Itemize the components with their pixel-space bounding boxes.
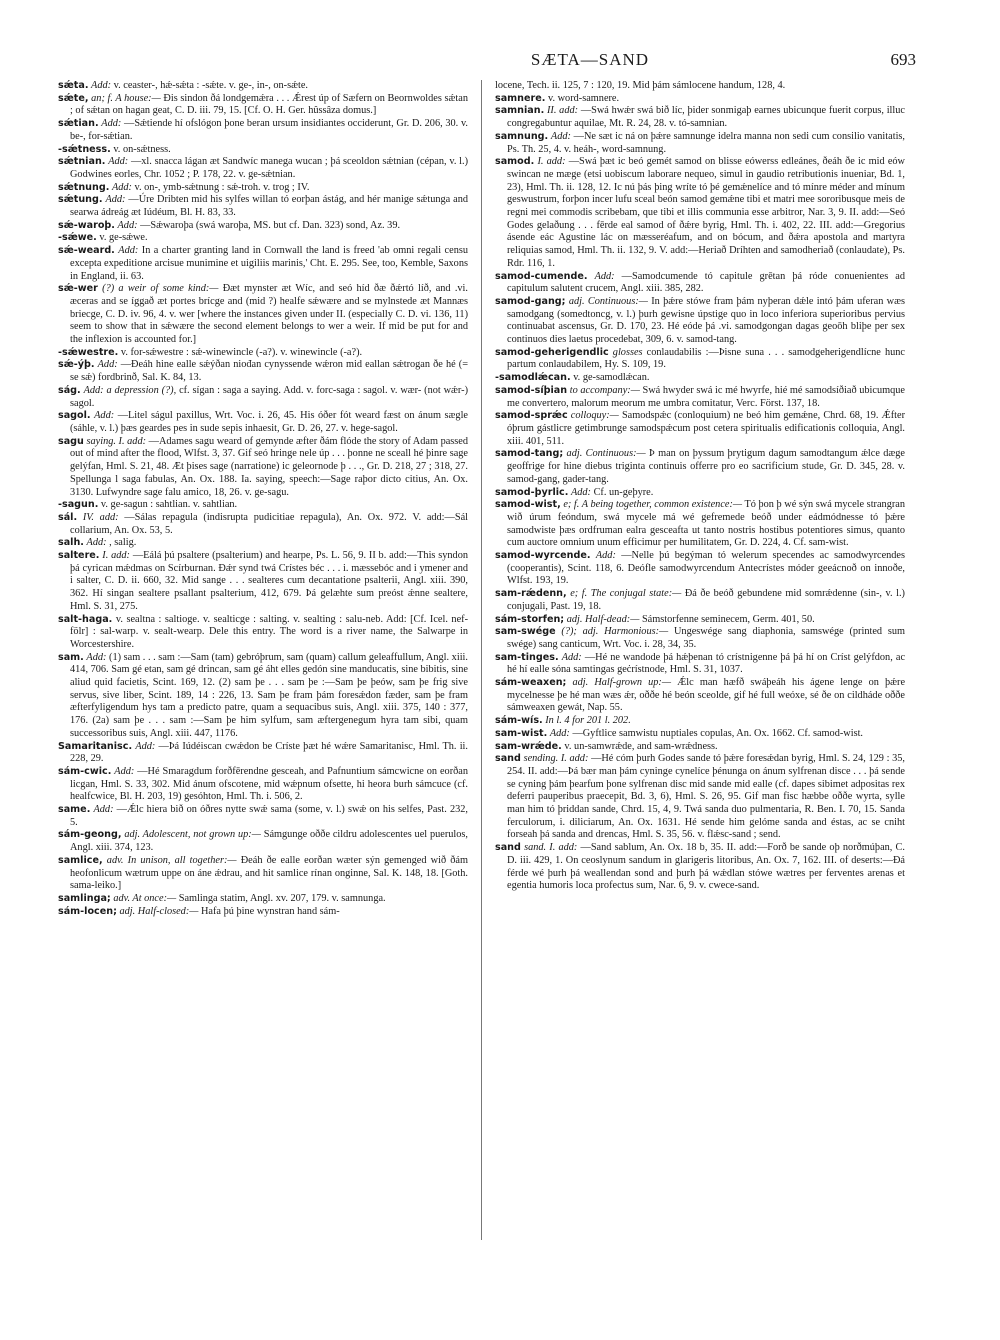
entry-text: Cf. un-geþyre. [593,486,654,498]
entry-label: Add: [117,219,138,231]
entry-headword: ság. [58,384,81,396]
entry-text: —Ǽlc hiera bið on óðres nytte swǽ sama (some, v. l.) swǽ on his selfes, Past. 232, 5. [70,804,468,828]
entry-headword: sál. [58,511,78,523]
dictionary-entry [495,156,905,270]
dictionary-entry [495,487,905,500]
entry-label: Add: [594,270,615,282]
entry-label: I. add: [537,156,566,168]
entry-headword: samod-wyrcende. [495,550,591,562]
dictionary-entry [495,588,905,613]
entry-text: v. ge-sǽwe. [99,232,148,244]
entry-text: , salig. [109,537,137,549]
entry-headword: samlinga; [58,893,111,904]
page-number: 693 [890,50,916,69]
entry-headword: sǽtung. [58,194,103,206]
entry-headword: sǽ-waroþ. [58,219,115,231]
entry-headword: samod-sprǽc [495,410,568,422]
entry-label: adj. Continuous:— [568,295,648,307]
entry-headword: samod-wist, [495,499,561,511]
dictionary-entry [495,296,905,347]
entry-label: adv. In unison, all together:— [106,854,237,866]
left-column [58,80,468,1330]
entry-label: Add: [550,130,571,142]
running-head: SÆTA—SAND [530,50,650,69]
entry-text: v. un-samwrǽde, and sam-wrǽdness. [564,740,718,752]
entry-text: v. word-samnere. [547,92,620,104]
entry-text: v. on-sǽtness. [113,143,171,155]
dictionary-entry [495,677,905,715]
entry-text: v. sealtna : saltioge. v. sealticge : salting. v. sealting : salu-neb. Add: [Cf. Icel. nef-fölr] : sal-warp. v. sealt-wearp. Dele this entry. The word is a river name, the Salwarpe in Worcestershire. [70,613,468,650]
dictionary-entry [58,550,468,614]
entry-label: In l. 4 for 201 l. 202. [545,715,631,727]
entry-label: Add: [101,118,122,130]
entry-label: adj. Adolescent, not grown up:— [124,829,261,841]
entry-label: saying. I. add: [86,435,147,447]
entry-headword: sam-tinges. [495,651,559,663]
entry-text: v. ge-samodlǽcan. [573,372,650,384]
entry-label: glosses [612,346,643,358]
entry-label: Add: [86,651,107,663]
dictionary-entry [58,893,468,906]
dictionary-entry [495,105,905,130]
entry-headword: sand [495,753,521,765]
dictionary-entry [495,715,905,728]
dictionary-entry [495,80,905,93]
entry-text: —Ðeáh hine ealle sǽýðan niođan cynyssende wǽron mid eallan sǽtrogan ðe hé (= se sǽ) fordbrinð, Sal. K. 84, 13. [70,359,468,384]
entry-label: e; f. A being together, common existence:— [563,499,743,511]
right-column [495,80,905,1330]
entry-headword: sám-wís. [495,715,543,727]
entry-text: v. ceaster-, hǽ-sǽta : -sǽte. v. ge-, in-, on-sǽte. [113,80,308,91]
dictionary-entry [58,804,468,829]
dictionary-entry [495,753,905,842]
dictionary-entry [58,118,468,143]
entry-headword: salh. [58,537,84,549]
entry-text: —Swá þæt ic beó gemét samod on blisse eówerss edleánes, ðeáh ðe ic mid eów swincan ne mæge (etsi uobiscum laborare nequeo, simul in gaudio retributionis inueniar, Bd. 1, 23), Hml. Th. ii. 128, 12. Ic nú þás þing wríte tó þé gemǽnelíce and tó mínre méder and mínum geswustrum, forþon incer lufu sceal beón samod gemǽne tibi et matri mee sororibusque meis de regni mei commodis scribebam, que tibi et illis communia esse arbitror, Nar. 3, 9. II. add:—Seó Godes gelaðung . . . fērde eal samod of ðǽre byrig, Hml. Th. i. 402, 22. III. add:—Gregorius ásende eác Agustine lác on mæsseréafum, and on bócum, and ðǽra apostola and martyra reliquias samod, Hml. Th. ii. 132, 9. V. add:—Heriað Dríhten and samodheriað (conlaudate), Ps. Rdr. 116, 1. [507,156,905,269]
entry-text: Swá hwyder swá ic mé hwyrfe, hié mé samodsíðiað ubicumque me convertero, malorum meorum me umbra comitatur, Verc. Först. 137, 18. [507,384,905,409]
entry-text: —Úre Dribten mid his sylfes willan tó eorþan ástág, and hér manige sǽtunga and searwa ádreág æt Iúdéum, Bl. H. 83, 33. [70,194,468,219]
entry-headword: sám-storfen; [495,613,565,625]
dictionary-entry [58,906,468,919]
entry-text: Ðá ðe beóð gebundene mid somrǽdenne (sin-, v. l.) conjugali, Past. 19, 18. [507,588,905,612]
entry-label: Add: [549,727,570,739]
dictionary-entry [495,550,905,588]
entry-label: Add: [93,804,114,816]
entry-headword: same. [58,804,91,816]
entry-headword: saltere. [58,550,100,562]
entry-headword: sǽ-ýþ. [58,359,95,371]
entry-label: Add: [561,651,582,663]
dictionary-entry [58,512,468,537]
dictionary-entry [495,347,905,372]
entry-label: Add: [91,80,112,91]
dictionary-entry [495,271,905,296]
entry-label: (?) a weir of some kind:— [102,283,219,295]
entry-label: adj. Half-dead:— [566,613,640,625]
entry-headword: sám-weaxen; [495,677,567,689]
entry-text: v. ge-sagun : sahtlian. v. sahtlian. [100,499,238,511]
entry-headword: sam-wrǽde. [495,740,562,752]
entry-headword: samod-þyrlic. [495,486,569,498]
dictionary-entry [58,245,468,283]
dictionary-entry [58,614,468,652]
entry-label: sending. I. add: [523,753,589,765]
entry-text: cf. sígan : saga a saying. Add. v. forc-saga : sagol. v. wær- (not wǽr-) sagol. [70,384,468,409]
entry-headword: sǽ-weard. [58,245,115,257]
dictionary-entry [495,372,905,385]
entry-headword: Samaritanisc. [58,740,133,752]
entry-label: II. add: [547,105,579,117]
dictionary-entry [58,347,468,360]
dictionary-entry [495,131,905,156]
dictionary-entry [58,359,468,384]
entry-label: Add: [570,486,591,498]
entry-text: Sámstorfenne seminecem, Germ. 401, 50. [641,613,815,625]
entry-label: Add: [97,359,118,371]
entry-text: In a charter granting land in Cornwall the land is freed 'ab omni regali censu excepta expeditione arcisue munimine et uigiliis marinis,' Cht. E. 295. See, too, Kemble, Saxons in England, ii. 63. [70,245,468,282]
entry-text: In þǽre stówe fram þám nyþeran dǽle intó þám uferan wæs samodgang (somedtoncg, v. l.) þurh gewisne úpstige quo in loco inferiora superioribus pervius continuabat ascensus, Gr. D. 170, 23. Hé eóde þá .vi. samodgongan dagas geoōh bliþe per sex continuos dies laetus procedebat, 309, 6. v. samod-tang. [507,295,905,346]
dictionary-entry [495,93,905,106]
dictionary-entry [495,385,905,410]
entry-headword: -sagun. [58,499,99,511]
entry-label: Add: [94,410,115,422]
entry-text: —Sǽwaroþa (swá waroþa, MS. but cf. Dan. 323) sond, Az. 39. [140,219,401,231]
entry-text: Ðeáh ðe ealle eorðan wæter sýn gemenged wið ðám heofonlicum wætrum uppe on áne ǽdrau, and hit samlice rínan onginne, Sal. K. 148, 18. [Goth. sama-leiko.] [70,854,468,892]
entry-headword: sám-cwic. [58,765,112,777]
entry-headword: samod-gang; [495,295,566,307]
entry-headword: salt-haga. [58,613,113,625]
entry-headword: sam-wist. [495,727,548,739]
dictionary-entry [58,410,468,435]
entry-label: Add: [108,156,129,168]
column-divider [481,80,482,1240]
dictionary-entry [495,499,905,550]
dictionary-entry [495,410,905,448]
entry-label: Add: [105,194,126,206]
entry-headword: sam-swége [495,626,556,638]
entry-label: Add: [118,245,139,257]
entry-text: Ungeswége sang diaphonia, samswége (printed sum swége) sang canticum, Wrt. Voc. i. 28, 34, 35. [507,626,905,650]
entry-text: —Hé ne wandode þá hǽþenan tó crístnigenne þá þá hí on Críst gelýfdon, ac hé hí ealle sóna samtingas geċrístnode, Hml. S. 31, 1037. [507,651,905,676]
entry-label: I. add: [102,550,130,562]
entry-text: —Sálas repagula (indisrupta pudicitiae repagula), An. Ox. 972. V. add:—Sál collarium, An. Ox. 53, 5. [70,511,468,536]
entry-text: Samodspǽc (conloquium) ne beó him gemǽne, Chrd. 68, 19. Ǽfter óþrum gástlicre getimbrunge samodspǽcum post cetera spiritualis edificationis colloquia, Angl. xiii. 401, 511. [507,410,905,447]
entry-text: —Swá hwǽr swá bið líc, þider sonmigaþ earnes ubicunque fuerit corpus, illuc congregabuntur aquilae, Mt. R. 24, 28. v. tó-samnian. [507,105,905,130]
entry-text: locene, Tech. ii. 125, 7 : 120, 19. Mid þám sámlocene handum, 128, 4. [495,80,786,91]
dictionary-entry [495,614,905,627]
entry-label: Add: [111,181,132,193]
entry-label: adv. At once:— [113,893,177,904]
entry-headword: sagol. [58,410,91,422]
dictionary-entry [58,182,468,195]
entry-text: —Nelle þú begýman tó welerum specendes ac samodwyrcendes (cooperantis), Scint. 118, 6. Deófle samodwyrcendum Antecrístes móder geeácnoð on innoðe, Wlfst. 193, 19. [507,550,905,587]
entry-headword: -samodlǽcan. [495,372,571,384]
entry-label: Add: [86,537,107,549]
entry-text: —xl. snacca lágan æt Sandwíc manega wucan ; þá sceoldon sǽtnian (cépan, v. l.) Godwines eorles, Chr. 1052 ; P. 178, 22. v. ge-sǽtnian. [70,156,468,180]
entry-headword: sǽtnian. [58,156,106,168]
entry-text: Þ man on þyssum þrytigum dagum samodtangum ǽlce dæge geoffrige for hine diebus triginta continuis offerre pro eo sacrificium stude, Gr. D. 345, 28. v. samod-gang, gader-tang. [507,448,905,485]
dictionary-entry [58,652,468,741]
dictionary-entry [495,728,905,741]
dictionary-entry [495,448,905,486]
dictionary-entry [495,652,905,677]
dictionary-entry [58,232,468,245]
entry-headword: sǽta. [58,80,89,91]
entry-headword: samod. [495,156,535,168]
entry-headword: sagu [58,435,84,447]
entry-label: adj. Continuous:— [566,448,646,460]
dictionary-entry [58,283,468,347]
entry-headword: sám-geong, [58,829,122,841]
dictionary-entry [495,842,905,893]
dictionary-entry [58,156,468,181]
entry-label: Add: a depression (?), [83,384,177,396]
entry-text: Tó þon þ wé sýn swá mycele strangran wið úrum feóndum, swá mycele má wé gefremede beóð under eádmódnesse tó þǽre samodwiste þæs ordfruman ealra gesceafta ut tanto nostris hostibus potentiores simus, quanto cum auctore omnium unum efficimur per humilitatem, Gr. D. 224, 4. Cf. sam-wist. [507,499,905,549]
entry-headword: samod-tang; [495,448,564,460]
entry-headword: samnian. [495,105,545,117]
entry-text: v. for-sǽwestre : sǽ-winewincle (-a?). v. winewincle (-a?). [120,346,363,358]
entry-label: an; f. A house:— [91,92,161,104]
entry-text: v. on-, ymb-sǽtnung : sǽ-troh. v. trog ; IV. [134,181,310,193]
dictionary-entry [58,499,468,512]
entry-label: Add: [135,740,156,752]
dictionary-entry [58,80,468,93]
dictionary-entry [58,436,468,500]
entry-headword: samlice, [58,854,103,866]
entry-label: (?); adj. Harmonious:— [561,626,669,638]
entry-label: to accompany:— [569,384,640,396]
entry-text: Sámgunge oððe cildru adolescentes uel puerulos, Angl. xiii. 374, 123. [70,829,468,854]
entry-headword: -sǽwe. [58,232,97,244]
entry-headword: sǽtian. [58,118,99,130]
entry-text: (1) sam . . . sam :—Sam (tam) gebróþrum, sam (quam) callum geleaffullum, Angl. xiii. 414, 706. Sam gé etan, sam gé drincan, sam gé áht elles gedón sine manducatis, sine bibitis, sine aliud quid facietis, Scint. 169, 12. (2) sam þe . . . sam þe :—Sam þe þeów, sam þe frig sive servus, sive liber, Scint. 189, 14 : 226, 13. Sam þe fram þám foresǽdon fæder, sam þe fram æfterfyligendum hys tam a predicto patre, quam a sequacibus suis, Angl. xiii. 375, 140 : 377, 176. (2a) sam þe . . . sam :—Sam þe him sylfum, sam æftergenegum hyra tam sibi, quam successoribus suis, Angl. xiii. 447, 1176. [70,651,468,739]
entry-text: —Sand sablum, An. Ox. 18 b, 35. II. add:—Forð be sande oþ norðmúþan, C. D. iii. 429, 1. On ceoslynum sandum in glarigeris litoribus, An. Ox. 7, 162. III. of deserts:—Ðá férde wé þurh þá weallendan sond and þurh þá wǽdlan stówe wætres per ferventes arenas et egentia humoris loca profectus sum, Nar. 6, 9. v. cwece-sand. [507,842,905,892]
dictionary-entry [58,766,468,804]
entry-text: —Hé Smaragdum forðfērendne gesceah, and Pafnuntium sámcwicne on eorðan licgan, Hml. S. 33, 302. Mid ánum ofscotene, mid wǽpnum ofsette, hi heora burh sámcuce (cf. healfcwice, Bl. H. 203, 19) gesóhton, Hml. Th. i. 506, 2. [70,765,468,803]
entry-text: —Hé cóm þurh Godes sande tó þǽre foresǽdan byrig, Hml. S. 24, 129 : 35, 254. II. add:—Þá bær man þám cyninge cynelíce þénunga on ánum sylfrenan disce . . . þá sende se cyning þám þearfum þone sylfrenan disc mid sande mid ealle (cf. dapes sibimet adpositas rex deferri pauperibus praecepit, Bd. 3, 6), Hml. S. 26, 95. Gif man fisc hæbbe oððe wyrta, sylle man him tó þriddan sande, Chrd. 15, 4, 9. Twá sanda duo pulmentaria, R. Ben. I. 70, 15. Sanda ferculorum, i. diliciarum, An. Ox. 1631. Hé sende him gelóme sanda and éstas, ac se cniht forseah þá sanda and drencas, Hml. S. 35, 56. v. flǽsc-sand ; send. [507,753,905,841]
entry-headword: sǽtnung. [58,181,110,193]
entry-headword: samod-geherigendlic [495,346,609,358]
entry-headword: sǽte, [58,92,89,104]
entry-headword: -sǽwestre. [58,346,119,358]
entry-headword: sam-rǽdenn, [495,588,567,600]
entry-headword: sand [495,842,521,854]
dictionary-entry [58,220,468,233]
dictionary-entry [58,741,468,766]
entry-text: —Adames sagu weard of gemynde æfter ðám flóde the story of Adam passed out of mind after the flood, Wlfst. 3, 37. Gif seó hringe nele úp . . . þonne ne sceall hé þinre sage gelýfan, Hml. S. 21, 48. Æt þises sage (narratione) ic geleornode þ . . ., Gr. D. 218, 27 ; 318, 27. Spellunga l saga fabulas, An. Ox. 188. Ia. saying, speech:—Sage raþor dicto citius, An. Ox. 3130. Lufwyndre sage falu amico, 18, 26. v. ge-sagu. [70,435,468,498]
dictionary-entry [58,194,468,219]
dictionary-entry [58,537,468,550]
entry-text: Hafa þú þine wynstran hand sám- [201,905,340,917]
entry-headword: samod-cumende. [495,270,588,282]
entry-headword: samnung. [495,130,549,142]
entry-text: Ðis sindon ðá londgemǽra . . . Ǽrest úp of Sæfern on Beornwoldes sǽtan ; of sǽtan on hagan geat, C. D. iii. 79, 15. [Cf. O. H. Ger. hûssâza domus.] [70,92,468,117]
entry-text: Ǽlc man hæfð swáþeáh his ágene lenge on þǽre mycelnesse þe hé man wæs ǽr, oððe hé beón sceolde, gif hé full weóxe, sé ðe on cildháde oððe sámweaxen gewát, Nap. 55. [507,677,905,714]
entry-text: Samlinga statim, Angl. xv. 207, 179. v. samnunga. [178,893,386,904]
entry-text: —Sǽtiende hí ofslógon þone beran ursum insidiantes occiderunt, Gr. D. 206, 30. v. be-, for-sǽtian. [70,118,468,142]
dictionary-entry [58,829,468,854]
entry-headword: sám-locen; [58,905,117,917]
entry-label: colloquy:— [570,410,619,422]
entry-label: adj. Half-closed:— [119,905,199,917]
entry-label: IV. add: [82,511,119,523]
entry-text: —Gyftlice samwistu nuptiales copulas, An. Ox. 1662. Cf. samod-wist. [572,727,864,739]
entry-label: adj. Half-grown up:— [572,677,672,689]
entry-label: sand. I. add: [524,842,578,854]
dictionary-entry [495,626,905,651]
entry-text: —Eálá þú psaltere (psalterium) and hearpe, Ps. L. 56, 9. II b. add:—This syndon þá cyrican mǽdmas on Scírburnan. Ðǽr synd twá Crístes béc . . . i. mæssebóc and i ymener and i salter, C. D. ii. 660, 32. Mid sange . . . sealteres cum decantatione psalterii, Angl. xiii. 390, 362. Hí singan sealtere psallant psalterium, 412, 679. Þá gelæhte sum preóst ǽnne sealtere, Hml. S. 31, 275. [70,550,468,612]
entry-label: Add: [114,765,135,777]
dictionary-entry [495,741,905,754]
entry-text: Ðæt mynster æt Wíc, and seó híd ðæ ðǽrtó líð, and .vi. æceras and se íggað æt portes brícge and (mid ?) healfe sǽwære and se mylnstede æt Mannæs briecge, C. D. iv. 96, 4. v. wer [where the instances given under II. (especially C. D. vi. 136, 11) seem to show that in sǽwære the second element belongs to wer a weir. If mid be put for and the inflexion is accounted for.] [70,283,468,346]
dictionary-entry [58,144,468,157]
dictionary-entry [58,93,468,118]
dictionary-entry [58,855,468,893]
entry-label: Add: [595,550,616,562]
entry-label: e; f. The conjugal state:— [570,588,682,600]
entry-headword: samod-síþian [495,384,568,396]
entry-text: —Þá Iúdéiscan cwǽdon be Críste þæt hé wǽre Samaritanisc, Hml. Th. ii. 228, 29. [70,740,468,765]
entry-text: conlaudabilis :—Þisne suna . . . samodgeherigendlícne hunc partum conlaudabilem, Hy. S. 109, 19. [507,346,905,371]
entry-headword: sam. [58,651,84,663]
entry-text: —Samodcumende tó capitule grētan þá róde conuenientes ad capitulum salutent crucem, Angl. xiii. 385, 282. [507,270,905,295]
dictionary-entry [58,385,468,410]
entry-headword: -sǽtness. [58,143,111,155]
entry-headword: sǽ-wer [58,283,98,295]
entry-text: —Ne sæt ic ná on þǽre samnunge idelra manna non sedi cum consilio vanitatis, Ps. Th. 25, 4. v. heáh-, word-samnung. [507,130,905,155]
entry-text: —Litel ságul paxillus, Wrt. Voc. i. 26, 45. His óðer fót weard fæst on ánum sægle (sáhle, v. l.) þæs geardes pes in sude sepis inhaesit, Gr. D. 26, 27. v. hege-sagol. [70,410,468,434]
entry-headword: samnere. [495,92,546,104]
